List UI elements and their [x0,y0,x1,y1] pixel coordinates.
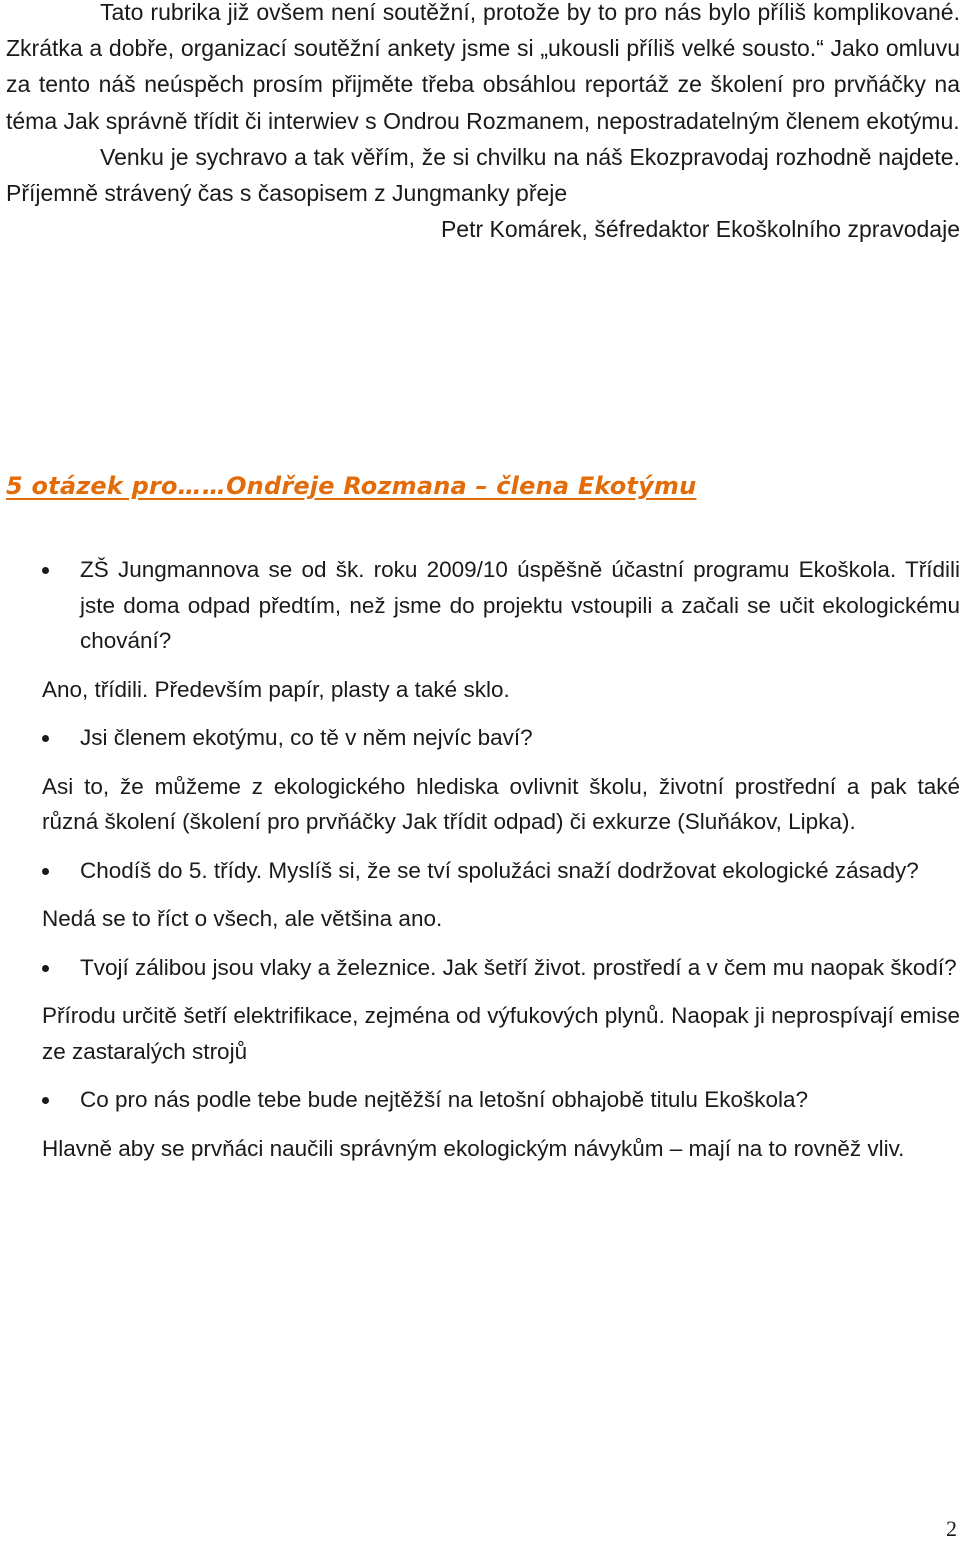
bullet-icon [42,735,49,742]
bullet-icon [42,868,49,875]
interview-question [42,950,960,986]
interview-answer: Asi to, že můžeme z ekologického hlediska ovlivnit školu, životní prostřední a pak také různá školení (školení pro prvňáčky Jak třídit odpad) či exkurze (Sluňákov, Lipka). [42,773,960,834]
question-text: Jsi členem ekotýmu, co tě v něm nejvíc baví? [80,725,533,750]
interview-section [42,552,960,1179]
intro-paragraph: Tato rubrika již ovšem není soutěžní, protože by to pro nás bylo příliš komplikované. Zkrátka a dobře, organizací soutěžní ankety jsme si „ukousli příliš velké sousto.“ Jako omluvu za tento náš neúspěch prosím přijměte třeba obsáhlou reportáž ze školení pro prvňáčky na téma Jak správně třídit či interwiev s Ondrou Rozmanem, nepostradatelným členem ekotýmu. [6,0,960,134]
interview-answer: Hlavně aby se prvňáci naučili správným ekologickým návykům – mají na to rovněž vliv. [42,1135,905,1161]
question-text: ZŠ Jungmannova se od šk. roku 2009/10 úspěšně účastní programu Ekoškola. Třídili jste doma odpad předtím, než jsme do projektu vstoupili a začali se učit ekologickému chování? [80,557,960,653]
interview-heading: 5 otázek pro……Ondřeje Rozmana – člena Ekotýmu [6,472,697,500]
question-text: Tvojí zálibou jsou vlaky a železnice. Jak šetří život. prostředí a v čem mu naopak škodí? [80,954,957,980]
bullet-icon [42,965,49,972]
interview-question [42,720,960,756]
interview-question [42,853,960,889]
interview-answer: Nedá se to říct o všech, ale většina ano. [42,906,443,931]
interview-answer: Ano, třídili. Především papír, plasty a také sklo. [42,676,510,702]
question-text: Co pro nás podle tebe bude nejtěžší na letošní obhajobě titulu Ekoškola? [80,1087,809,1112]
question-text: Chodíš do 5. třídy. Myslíš si, že se tví spolužáci snaží dodržovat ekologické zásady? [80,857,919,883]
bullet-icon [42,567,49,574]
intro-section [6,0,960,247]
editor-signature: Petr Komárek, šéfredaktor Ekoškolního zpravodaje [440,216,960,243]
interview-answer: Přírodu určitě šetří elektrifikace, zejména od výfukových plynů. Naopak ji neprospívají emise ze zastaralých strojů [42,1003,960,1064]
interview-question [42,552,960,659]
bullet-icon [42,1097,49,1104]
page-number: 2 [946,1516,957,1541]
intro-paragraph: Venku je sychravo a tak věřím, že si chvilku na náš Ekozpravodaj rozhodně najdete. Příjemně strávený čas s časopisem z Jungmanky přeje [6,143,960,207]
interview-question [42,1082,960,1118]
